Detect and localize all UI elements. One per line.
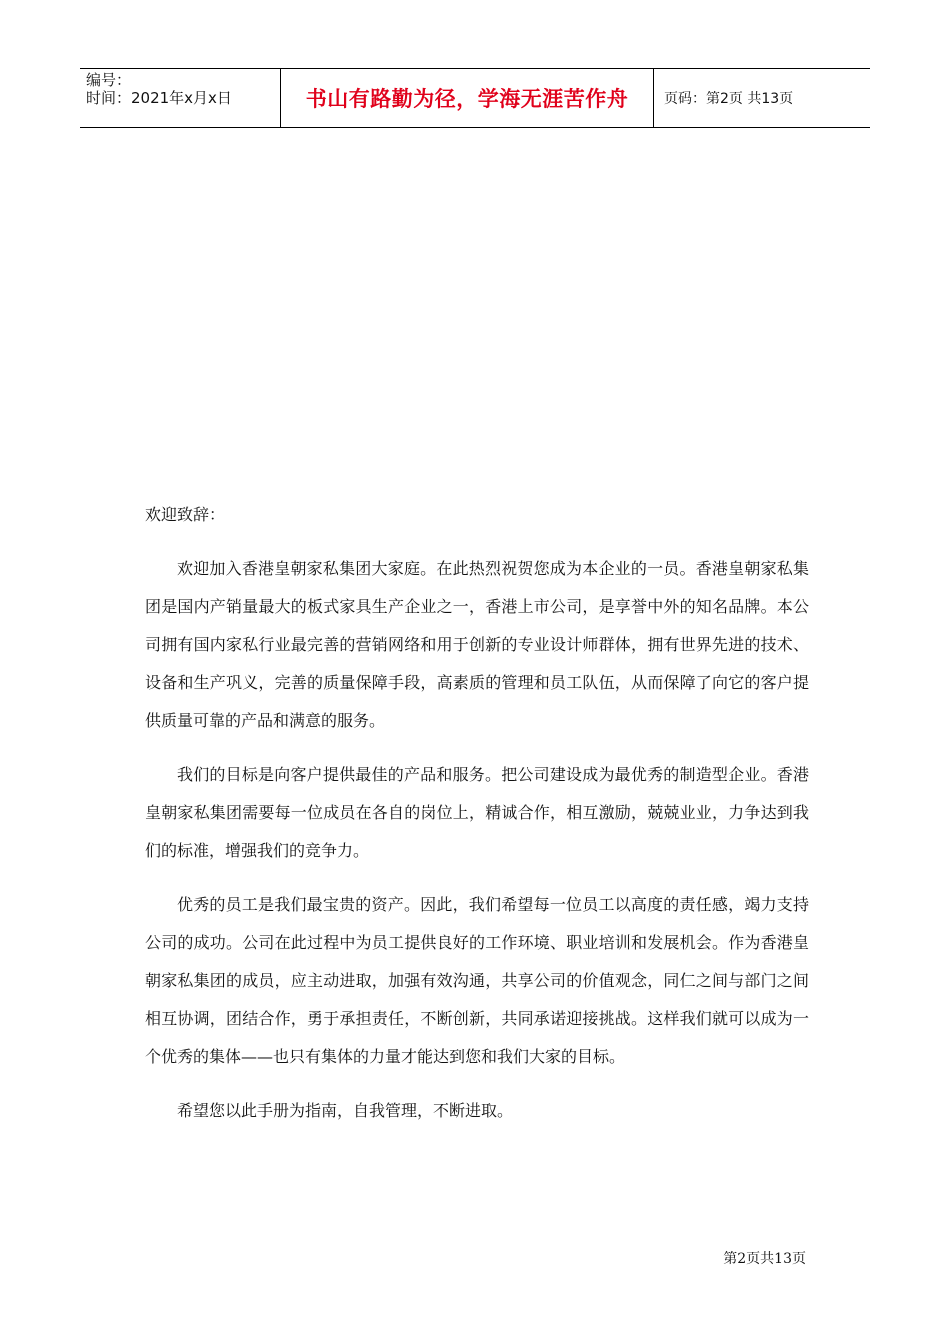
- paragraph: 优秀的员工是我们最宝贵的资产。因此，我们希望每一位员工以高度的责任感，竭力支持公司的成功。公司在此过程中为员工提供良好的工作环境、职业培训和发展机会。作为香港皇朝家私集团的成员，应主动进取，加强有效沟通，共享公司的价值观念，同仁之间与部门之间相互协调，团结合作，勇于承担责任，不断创新，共同承诺迎接挑战。这样我们就可以成为一个优秀的集体——也只有集体的力量才能达到您和我们大家的目标。: [145, 895, 809, 1066]
- header-motto: 书山有路勤为径，学海无涯苦作舟: [281, 69, 654, 127]
- salutation: 欢迎致辞：: [145, 505, 226, 524]
- page-header: [80, 68, 870, 128]
- page-footer: 第2页共13页: [723, 1251, 806, 1267]
- header-page-number: 页码：第2页 共13页: [664, 91, 794, 107]
- paragraph: 希望您以此手册为指南，自我管理，不断进取。: [177, 1101, 514, 1120]
- document-body: [145, 496, 809, 1130]
- document-time-label: 时间：2021年x月x日: [86, 89, 232, 107]
- paragraph: 我们的目标是向客户提供最佳的产品和服务。把公司建设成为最优秀的制造型企业。香港皇朝家私集团需要每一位成员在各自的岗位上，精诚合作，相互激励，兢兢业业，力争达到我们的标准，增强我们的竞争力。: [145, 765, 809, 860]
- document-number-label: 编号：: [86, 71, 132, 89]
- paragraph: 欢迎加入香港皇朝家私集团大家庭。在此热烈祝贺您成为本企业的一员。香港皇朝家私集团是国内产销量最大的板式家具生产企业之一，香港上市公司，是享誉中外的知名品牌。本公司拥有国内家私行业最完善的营销网络和用于创新的专业设计师群体，拥有世界先进的技术、设备和生产巩义，完善的质量保障手段，高素质的管理和员工队伍，从而保障了向它的客户提供质量可靠的产品和满意的服务。: [145, 559, 809, 730]
- header-meta: [80, 69, 281, 127]
